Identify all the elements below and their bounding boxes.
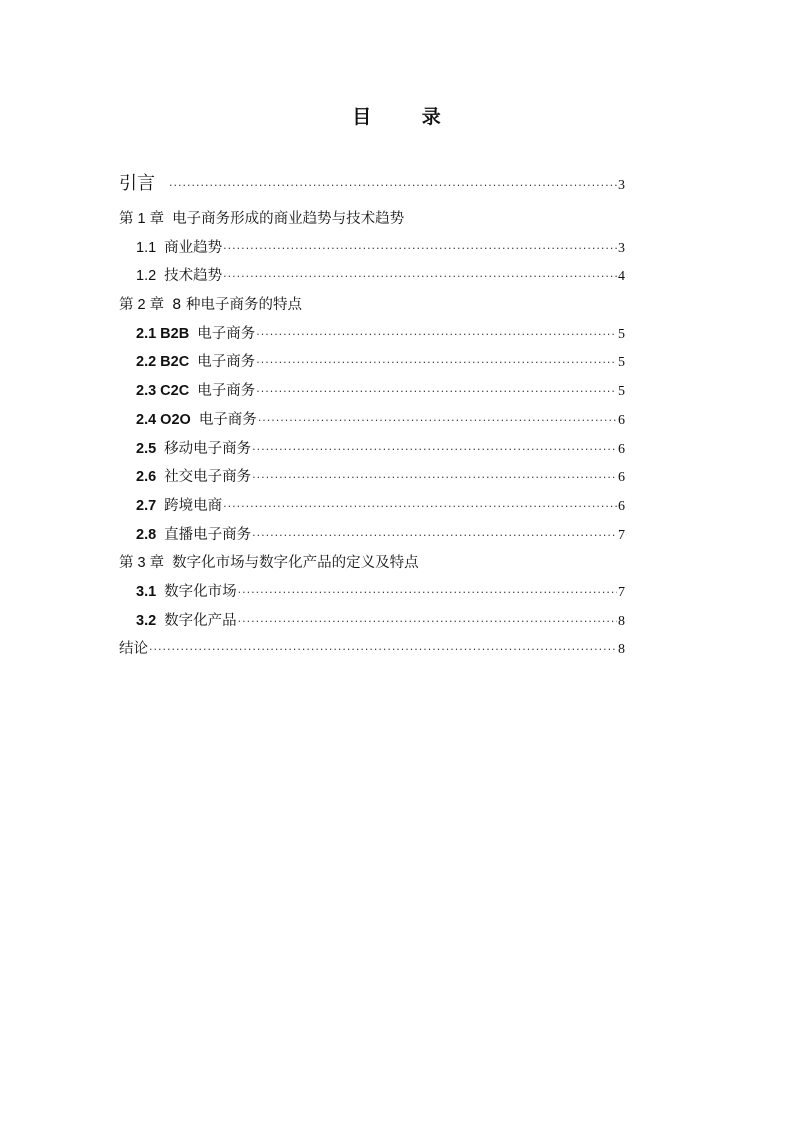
toc-entry-label: 结论 xyxy=(119,641,148,658)
toc-page-number: 3 xyxy=(618,178,625,193)
toc-page-number: 7 xyxy=(618,527,625,543)
section-number: 2.6 xyxy=(136,469,157,486)
chapter-prefix: 第 1 章 xyxy=(119,211,165,227)
section-title: 技术趋势 xyxy=(164,268,223,285)
section-title: 电子商务 xyxy=(198,411,257,428)
dot-leader xyxy=(258,407,617,436)
section-title: 电子商务 xyxy=(197,325,256,342)
dot-leader xyxy=(252,464,617,493)
dot-leader xyxy=(169,172,617,199)
section-title: 社交电子商务 xyxy=(164,469,252,486)
toc-page-number: 8 xyxy=(618,642,625,658)
chapter-title: 8 种电子商务的特点 xyxy=(172,297,302,314)
toc-entry-2-4[interactable] xyxy=(119,406,625,435)
section-title: 电子商务 xyxy=(197,354,256,371)
toc-chapter-3-heading[interactable] xyxy=(119,549,625,578)
toc-page-number: 8 xyxy=(618,613,625,629)
dot-leader xyxy=(223,235,617,264)
section-title: 移动电子商务 xyxy=(164,440,252,457)
toc-entry-intro[interactable] xyxy=(119,170,625,197)
section-number: 2.2 B2C xyxy=(136,354,190,371)
dot-leader xyxy=(238,579,617,608)
chapter-prefix: 第 2 章 xyxy=(119,297,165,314)
toc-entry-2-3[interactable] xyxy=(119,377,625,406)
toc-page-number: 4 xyxy=(618,269,625,285)
toc-page-number: 6 xyxy=(618,441,625,457)
toc-entry-conclusion[interactable] xyxy=(119,635,625,664)
dot-leader xyxy=(223,263,617,292)
dot-leader xyxy=(238,608,617,637)
dot-leader xyxy=(256,321,617,350)
section-title: 数字化市场 xyxy=(164,583,237,600)
toc-chapter-1-heading[interactable] xyxy=(119,205,625,234)
toc-entry-2-6[interactable] xyxy=(119,463,625,492)
section-number: 2.5 xyxy=(136,440,157,457)
toc-page-number: 6 xyxy=(618,412,625,428)
section-title: 跨境电商 xyxy=(164,497,223,514)
toc-entry-2-1[interactable] xyxy=(119,320,625,349)
section-title: 电子商务 xyxy=(197,383,256,400)
toc-entry-1-1[interactable] xyxy=(119,234,625,263)
table-of-contents xyxy=(119,170,625,664)
toc-page-number: 3 xyxy=(618,240,625,256)
toc-page-number: 7 xyxy=(618,584,625,600)
section-number: 2.1 B2B xyxy=(136,325,190,342)
toc-entry-label: 引言 xyxy=(119,173,155,194)
section-title: 数字化产品 xyxy=(164,612,237,629)
section-title: 直播电子商务 xyxy=(164,526,252,543)
toc-page-number: 6 xyxy=(618,498,625,514)
toc-page-number: 5 xyxy=(618,326,625,342)
page-title: 目 录 xyxy=(352,106,463,128)
dot-leader xyxy=(252,522,617,551)
chapter-title: 电子商务形成的商业趋势与技术趋势 xyxy=(172,211,405,227)
section-number: 3.1 xyxy=(136,583,157,600)
chapter-prefix: 第 3 章 xyxy=(119,555,165,572)
dot-leader xyxy=(256,378,617,407)
toc-entry-1-2[interactable] xyxy=(119,262,625,291)
toc-chapter-2-heading[interactable] xyxy=(119,291,625,320)
toc-entry-2-2[interactable] xyxy=(119,348,625,377)
section-number: 1.1 xyxy=(136,239,157,256)
toc-page-number: 5 xyxy=(618,384,625,400)
section-number: 1.2 xyxy=(136,268,157,285)
toc-page-number: 6 xyxy=(618,470,625,486)
section-number: 2.8 xyxy=(136,526,157,543)
chapter-title: 数字化市场与数字化产品的定义及特点 xyxy=(172,555,419,572)
section-number: 3.2 xyxy=(136,612,157,629)
dot-leader xyxy=(252,436,617,465)
toc-entry-2-7[interactable] xyxy=(119,492,625,521)
section-number: 2.7 xyxy=(136,497,157,514)
section-number: 2.3 C2C xyxy=(136,383,190,400)
toc-entry-3-1[interactable] xyxy=(119,578,625,607)
toc-page-number: 5 xyxy=(618,355,625,371)
dot-leader xyxy=(256,349,617,378)
section-number: 2.4 O2O xyxy=(136,411,191,428)
dot-leader xyxy=(149,636,617,665)
toc-entry-2-8[interactable] xyxy=(119,521,625,550)
section-title: 商业趋势 xyxy=(164,239,223,256)
toc-entry-3-2[interactable] xyxy=(119,607,625,636)
dot-leader xyxy=(223,493,617,522)
toc-entry-2-5[interactable] xyxy=(119,435,625,464)
